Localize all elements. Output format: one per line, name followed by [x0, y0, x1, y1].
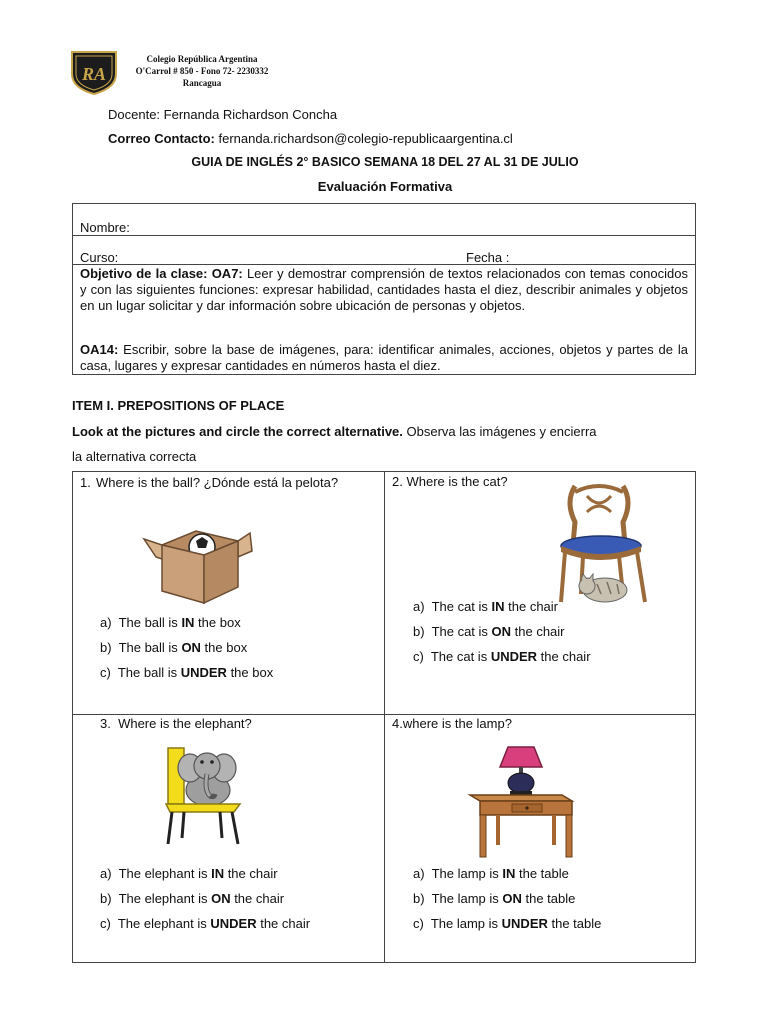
question-2-option-c[interactable] — [413, 649, 591, 664]
option-letter: b) — [413, 891, 425, 906]
fecha-label[interactable]: Fecha : — [466, 250, 510, 265]
objective-body: Leer y demostrar comprensión de textos relacionados con temas conocidos y con las siguientes funciones: expresar habilidad, cantidades hasta el diez, describir animales y objetos en un lugar solicitar y dar información sobre ubicación de personas y objetos. — [80, 266, 688, 313]
option-key: UNDER — [180, 665, 227, 680]
option-letter: a) — [413, 599, 425, 614]
question-3-option-b[interactable] — [100, 891, 284, 906]
box-ball-image — [140, 527, 254, 610]
instruction-bold: Look at the pictures and circle the correct alternative. — [72, 424, 403, 439]
school-name: Colegio República Argentina — [146, 54, 258, 64]
question-4 — [392, 716, 512, 731]
question-3-option-c[interactable] — [100, 916, 310, 931]
option-pre: The lamp is — [431, 866, 503, 881]
question-1-number: 1. — [80, 475, 91, 490]
option-key: ON — [491, 624, 512, 639]
option-pre: The cat is — [431, 624, 492, 639]
option-pre: The elephant is — [118, 866, 212, 881]
contact-email[interactable]: fernanda.richardson@colegio-republicaargentina.cl — [214, 131, 513, 146]
option-post: the table — [547, 916, 602, 931]
question-1 — [80, 474, 376, 491]
nombre-label[interactable]: Nombre: — [80, 220, 130, 235]
question-2-number: 2. — [392, 474, 403, 489]
option-letter: a) — [100, 866, 112, 881]
question-4-number: 4. — [392, 716, 403, 731]
option-post: the chair — [537, 649, 591, 664]
option-letter: c) — [413, 916, 424, 931]
logo-text: RA — [81, 64, 107, 84]
option-pre: The ball is — [118, 640, 182, 655]
question-3 — [100, 716, 252, 731]
option-post: the chair — [511, 624, 565, 639]
item-title: ITEM I. PREPOSITIONS OF PLACE — [72, 398, 285, 413]
school-header — [112, 53, 292, 89]
option-post: the chair — [256, 916, 311, 931]
item-instruction-line2: la alternativa correcta — [72, 449, 197, 464]
question-2 — [392, 474, 508, 489]
question-2-option-b[interactable] — [413, 624, 565, 639]
option-pre: The elephant is — [118, 891, 212, 906]
option-key: ON — [181, 640, 201, 655]
teacher-name: Docente: Fernanda Richardson Concha — [108, 107, 338, 122]
option-post: the chair — [504, 599, 559, 614]
evaluation-title: Evaluación Formativa — [317, 179, 453, 194]
option-letter: c) — [100, 665, 111, 680]
option-key: IN — [502, 866, 516, 881]
option-pre: The cat is — [431, 599, 492, 614]
option-key: UNDER — [210, 916, 257, 931]
option-key: IN — [491, 599, 505, 614]
question-4-option-c[interactable] — [413, 916, 601, 931]
option-post: the box — [200, 640, 248, 655]
teacher-contact — [108, 131, 513, 146]
item-instruction — [72, 424, 597, 439]
option-post: the chair — [230, 891, 285, 906]
option-pre: The lamp is — [431, 891, 503, 906]
lamp-table-image — [466, 743, 576, 864]
chair-cat-image — [553, 482, 653, 617]
question-4-option-b[interactable] — [413, 891, 575, 906]
option-pre: The ball is — [118, 615, 182, 630]
question-1-option-c[interactable] — [100, 665, 273, 680]
option-post: the table — [515, 866, 569, 881]
objective-text — [80, 266, 688, 314]
option-pre: The elephant is — [117, 916, 211, 931]
elephant-chair-image — [160, 740, 246, 851]
question-4-text: where is the lamp? — [402, 716, 512, 731]
question-4-option-a[interactable] — [413, 866, 569, 881]
question-2-option-a[interactable] — [413, 599, 558, 614]
option-key: ON — [211, 891, 231, 906]
option-letter: a) — [100, 615, 112, 630]
option-letter: b) — [100, 640, 112, 655]
option-post: the table — [521, 891, 576, 906]
option-post: the box — [194, 615, 241, 630]
oa14-text — [80, 342, 688, 374]
oa14-body: Escribir, sobre la base de imágenes, para: identificar animales, acciones, objetos y partes de la casa, lugares y expresar cantidades en números hasta el diez. — [80, 342, 688, 373]
oa14-label: OA14: — [80, 342, 119, 357]
instruction-rest: Observa las imágenes y encierra — [402, 424, 597, 439]
school-city: Rancagua — [182, 78, 222, 88]
option-post: the box — [226, 665, 274, 680]
school-address: O'Carrol # 850 - Fono 72- 2230332 — [135, 66, 269, 76]
question-1-option-b[interactable] — [100, 640, 247, 655]
objective-label: Objetivo de la clase: OA7: — [80, 266, 243, 281]
question-2-text: Where is the cat? — [406, 474, 508, 489]
question-1-option-a[interactable] — [100, 615, 241, 630]
option-letter: c) — [413, 649, 424, 664]
question-3-number: 3. — [100, 716, 111, 731]
option-post: the chair — [224, 866, 278, 881]
curso-label[interactable]: Curso: — [80, 250, 119, 265]
question-3-option-a[interactable] — [100, 866, 278, 881]
option-pre: The lamp is — [430, 916, 502, 931]
question-3-text: Where is the elephant? — [118, 716, 252, 731]
option-key: IN — [181, 615, 195, 630]
option-letter: c) — [100, 916, 111, 931]
contact-label: Correo Contacto: — [108, 131, 215, 146]
option-key: UNDER — [501, 916, 548, 931]
option-letter: a) — [413, 866, 425, 881]
option-pre: The cat is — [430, 649, 491, 664]
option-key: UNDER — [490, 649, 538, 664]
option-letter: b) — [100, 891, 112, 906]
guide-title: GUIA DE INGLÉS 2° BASICO SEMANA 18 DEL 27 AL 31 DE JULIO — [191, 155, 579, 169]
option-key: IN — [211, 866, 225, 881]
option-pre: The ball is — [117, 665, 181, 680]
option-letter: b) — [413, 624, 425, 639]
question-1-text: Where is the ball? ¿Dónde está la pelota? — [96, 475, 339, 490]
option-key: ON — [502, 891, 522, 906]
